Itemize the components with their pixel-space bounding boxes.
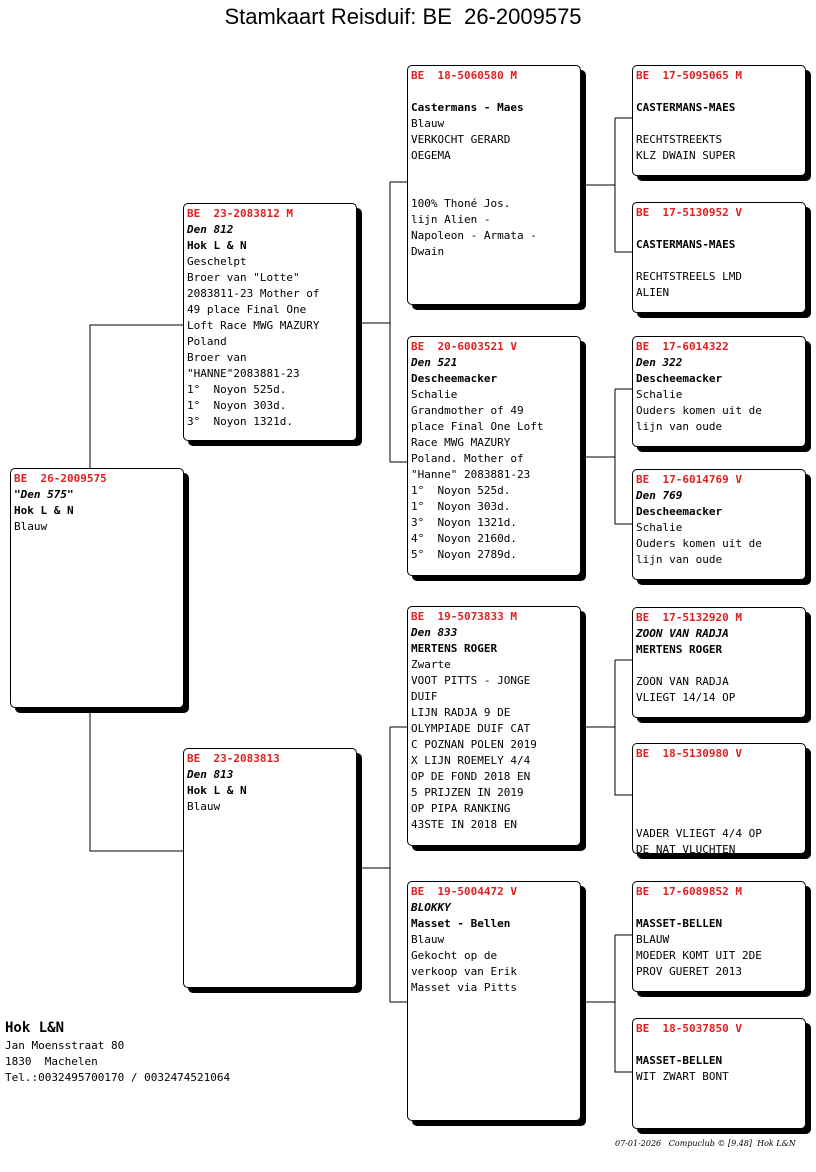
- note-line: [636, 778, 802, 794]
- note-line: [636, 810, 802, 826]
- note-line: Masset via Pitts: [411, 981, 517, 994]
- ring-number: BE 19-5004472 V: [411, 885, 517, 898]
- note-line: 3° Noyon 1321d.: [187, 415, 293, 428]
- pigeon-name: [411, 84, 577, 100]
- note-line: Broer van "Lotte": [187, 271, 300, 284]
- owner-name: Hok L&N: [5, 1020, 65, 1036]
- connector-subject-sire: [90, 325, 183, 468]
- ring-number: BE 26-2009575: [14, 472, 107, 485]
- note-line: [636, 116, 802, 132]
- note-line: Dwain: [411, 245, 445, 258]
- note-line: [636, 794, 802, 810]
- note-line: [411, 180, 577, 196]
- note-line: VLIEGT 14/14 OP: [636, 691, 736, 704]
- ring-number: BE 17-6089852 M: [636, 885, 742, 898]
- pigeon-card-dam-dam[interactable]: [407, 881, 581, 1121]
- ring-number: BE 18-5037850 V: [636, 1022, 742, 1035]
- note-line: lijn Alien -: [411, 213, 491, 226]
- ring-number: BE 20-6003521 V: [411, 340, 517, 353]
- note-line: [636, 658, 802, 674]
- note-line: place Final One Loft: [411, 420, 544, 433]
- owner-street: Jan Moensstraat 80: [5, 1039, 125, 1052]
- note-line: "Hanne" 2083881-23: [411, 468, 531, 481]
- owner-phone: Tel.:0032495700170 / 0032474521064: [5, 1071, 231, 1084]
- note-line: 1° Noyon 303d.: [187, 399, 287, 412]
- note-line: Grandmother of 49: [411, 404, 524, 417]
- note-line: OEGEMA: [411, 149, 451, 162]
- pigeon-card-ssd[interactable]: [632, 202, 806, 313]
- note-line: 49 place Final One: [187, 303, 307, 316]
- pigeon-card-dam[interactable]: [183, 748, 357, 988]
- note-line: Poland: [187, 335, 227, 348]
- page-title: Stamkaart Reisduif: BE 26-2009575: [224, 4, 582, 29]
- note-line: Blauw: [187, 800, 221, 813]
- note-line: VERKOCHT GERARD: [411, 133, 511, 146]
- ring-number: BE 17-5095065 M: [636, 69, 742, 82]
- pigeon-name: Den 769: [636, 489, 683, 502]
- breeder: MERTENS ROGER: [636, 643, 723, 656]
- note-line: Poland. Mother of: [411, 452, 524, 465]
- note-line: Schalie: [411, 388, 458, 401]
- pigeon-name: Den 812: [187, 223, 234, 236]
- note-line: ZOON VAN RADJA: [636, 675, 729, 688]
- note-line: DE NAT VLUCHTEN: [636, 843, 736, 854]
- breeder: Hok L & N: [187, 239, 247, 252]
- note-line: 4° Noyon 2160d.: [411, 532, 517, 545]
- note-line: OP DE FOND 2018 EN: [411, 770, 531, 783]
- note-line: BLAUW: [636, 933, 670, 946]
- note-line: Ouders komen uit de: [636, 404, 762, 417]
- note-line: Race MWG MAZURY: [411, 436, 511, 449]
- note-line: Blauw: [411, 933, 445, 946]
- note-line: Ouders komen uit de: [636, 537, 762, 550]
- note-line: lijn van oude: [636, 420, 723, 433]
- breeder: Masset - Bellen: [411, 917, 511, 930]
- note-line: Geschelpt: [187, 255, 247, 268]
- note-line: KLZ DWAIN SUPER: [636, 149, 736, 162]
- note-line: [411, 164, 577, 180]
- note-line: 5° Noyon 2789d.: [411, 548, 517, 561]
- breeder: Hok L & N: [187, 784, 247, 797]
- pigeon-card-sdd[interactable]: [632, 469, 806, 580]
- footer-credit: 07-01-2026 Compuclub © [9.48] Hok L&N: [615, 1139, 796, 1148]
- ring-number: BE 23-2083812 M: [187, 207, 293, 220]
- note-line: Broer van: [187, 351, 247, 364]
- pigeon-card-dam-sire[interactable]: [407, 606, 581, 846]
- connector-ds-fork: [615, 660, 632, 795]
- note-line: [636, 253, 802, 269]
- note-line: RECHTSTREEKTS: [636, 133, 723, 146]
- connector-ss-fork: [615, 118, 632, 252]
- breeder: Hok L & N: [14, 504, 74, 517]
- note-line: lijn van oude: [636, 553, 723, 566]
- note-line: OLYMPIADE DUIF CAT: [411, 722, 531, 735]
- breeder: Descheemacker: [411, 372, 498, 385]
- pigeon-card-sire-dam[interactable]: [407, 336, 581, 576]
- pigeon-card-sire[interactable]: [183, 203, 357, 441]
- ring-number: BE 23-2083813: [187, 752, 280, 765]
- breeder: CASTERMANS-MAES: [636, 101, 736, 114]
- pigeon-name: Den 521: [411, 356, 458, 369]
- pigeon-name: [636, 900, 802, 916]
- breeder: Descheemacker: [636, 372, 723, 385]
- owner-info: [5, 1018, 230, 1086]
- ring-number: BE 18-5060580 M: [411, 69, 517, 82]
- note-line: ALIEN: [636, 286, 670, 299]
- note-line: Blauw: [14, 520, 48, 533]
- ring-number: BE 17-5132920 M: [636, 611, 742, 624]
- ring-number: BE 17-6014769 V: [636, 473, 742, 486]
- pigeon-name: Den 322: [636, 356, 683, 369]
- breeder: MERTENS ROGER: [411, 642, 498, 655]
- note-line: 1° Noyon 303d.: [411, 500, 511, 513]
- note-line: Schalie: [636, 388, 683, 401]
- note-line: LIJN RADJA 9 DE: [411, 706, 511, 719]
- pigeon-card-subject[interactable]: [10, 468, 184, 708]
- connector-sd-fork: [615, 389, 632, 524]
- note-line: OP PIPA RANKING: [411, 802, 511, 815]
- note-line: Gekocht op de: [411, 949, 498, 962]
- note-line: 1° Noyon 525d.: [187, 383, 287, 396]
- note-line: 3° Noyon 1321d.: [411, 516, 517, 529]
- note-line: Napoleon - Armata -: [411, 229, 537, 242]
- pigeon-card-dsd[interactable]: [632, 743, 806, 854]
- note-line: Loft Race MWG MAZURY: [187, 319, 320, 332]
- note-line: X LIJN ROEMELY 4/4: [411, 754, 531, 767]
- note-line: 5 PRIJZEN IN 2019: [411, 786, 524, 799]
- note-line: MOEDER KOMT UIT 2DE: [636, 949, 762, 962]
- note-line: Zwarte: [411, 658, 451, 671]
- pigeon-card-sds[interactable]: [632, 336, 806, 447]
- note-line: "HANNE"2083881-23: [187, 367, 300, 380]
- note-line: VADER VLIEGT 4/4 OP: [636, 827, 762, 840]
- note-line: RECHTSTREELS LMD: [636, 270, 742, 283]
- pigeon-name: "Den 575": [14, 488, 74, 501]
- note-line: Schalie: [636, 521, 683, 534]
- ring-number: BE 19-5073833 M: [411, 610, 517, 623]
- breeder: MASSET-BELLEN: [636, 917, 723, 930]
- pigeon-name: [636, 84, 802, 100]
- pigeon-name: BLOKKY: [411, 901, 451, 914]
- note-line: [636, 762, 802, 778]
- pigeon-name: [636, 1037, 802, 1053]
- connector-subject-dam: [90, 707, 183, 851]
- note-line: verkoop van Erik: [411, 965, 517, 978]
- breeder: Descheemacker: [636, 505, 723, 518]
- ring-number: BE 17-5130952 V: [636, 206, 742, 219]
- pigeon-name: [636, 221, 802, 237]
- note-line: 43STE IN 2018 EN: [411, 818, 517, 831]
- pigeon-card-dss[interactable]: [632, 607, 806, 718]
- breeder: Castermans - Maes: [411, 101, 524, 114]
- note-line: VOOT PITTS - JONGE: [411, 674, 531, 687]
- note-line: WIT ZWART BONT: [636, 1070, 729, 1083]
- note-line: C POZNAN POLEN 2019: [411, 738, 537, 751]
- pigeon-card-sire-sire[interactable]: [407, 65, 581, 305]
- breeder: CASTERMANS-MAES: [636, 238, 736, 251]
- note-line: 100% Thoné Jos.: [411, 197, 511, 210]
- connector-dd-fork: [615, 935, 632, 1072]
- ring-number: BE 17-6014322: [636, 340, 729, 353]
- note-line: Blauw: [411, 117, 445, 130]
- owner-city: 1830 Machelen: [5, 1055, 98, 1068]
- pigeon-name: ZOON VAN RADJA: [636, 627, 729, 640]
- pigeon-card-dds[interactable]: [632, 881, 806, 992]
- pigeon-card-sss[interactable]: [632, 65, 806, 176]
- note-line: 2083811-23 Mother of: [187, 287, 320, 300]
- pigeon-card-ddd[interactable]: [632, 1018, 806, 1129]
- note-line: DUIF: [411, 690, 438, 703]
- note-line: PROV GUERET 2013: [636, 965, 742, 978]
- breeder: MASSET-BELLEN: [636, 1054, 723, 1067]
- pigeon-name: Den 813: [187, 768, 234, 781]
- pigeon-name: Den 833: [411, 626, 458, 639]
- note-line: 1° Noyon 525d.: [411, 484, 511, 497]
- ring-number: BE 18-5130980 V: [636, 747, 742, 760]
